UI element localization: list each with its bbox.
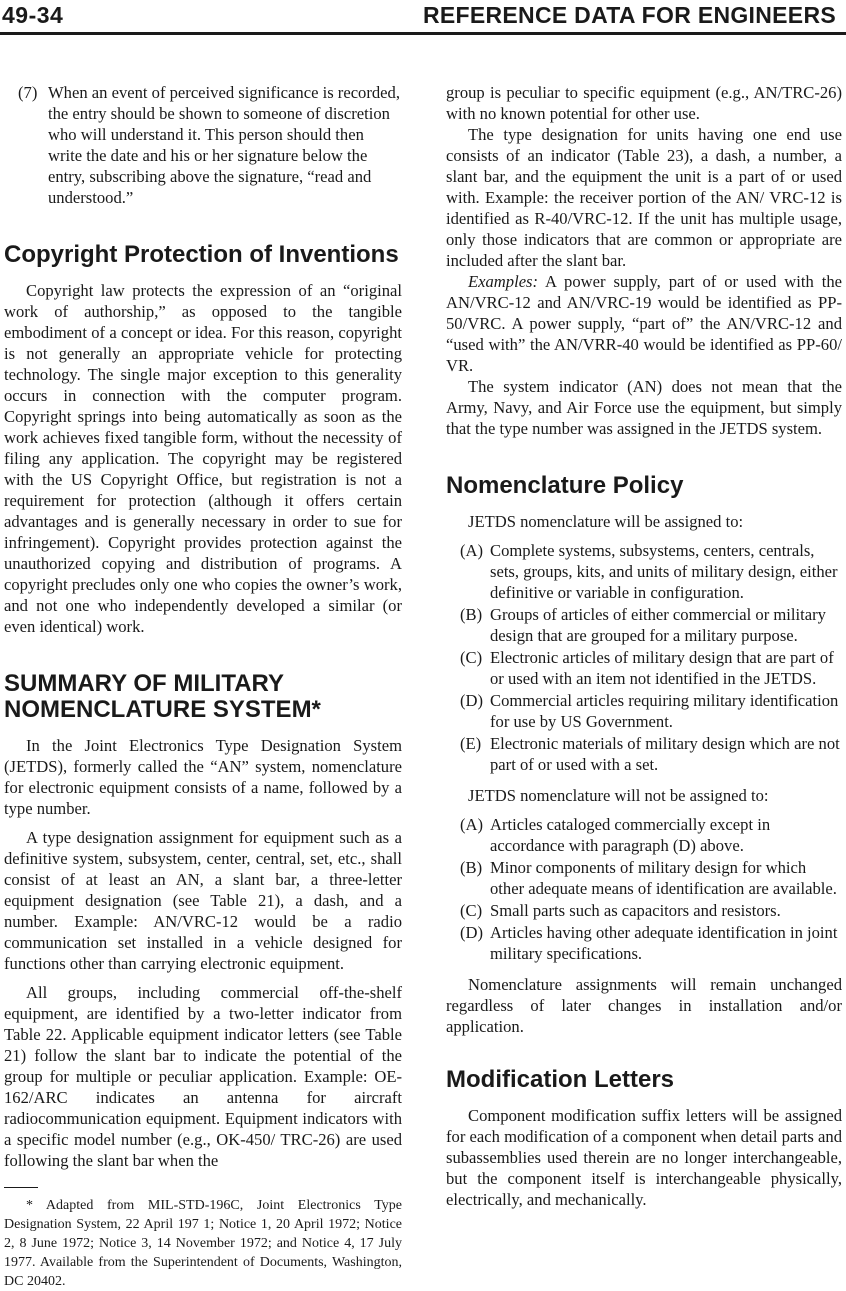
list-item-tag: (7) — [18, 83, 38, 102]
list-item — [460, 540, 842, 603]
list-item-text: Electronic articles of military design that are part of or used with an item not identified in the JETDS. — [490, 648, 834, 688]
system-indicator-paragraph: The system indicator (AN) does not mean that the Army, Navy, and Air Force use the equipment, but simply that the type number was assigned in the JETDS system. — [446, 377, 842, 438]
list-item-text: Articles cataloged commercially except in accordance with paragraph (D) above. — [490, 815, 771, 855]
examples-paragraph — [446, 271, 842, 376]
left-column — [4, 82, 402, 1291]
running-title: REFERENCE DATA FOR ENGINEERS — [422, 2, 836, 28]
list-item-text: Electronic materials of military design which are not part of or used with a set. — [490, 734, 840, 774]
list-item-text: Small parts such as capacitors and resistors. — [490, 901, 781, 920]
list-item-tag: (E) — [460, 734, 482, 753]
modification-paragraph: Component modification suffix letters will be assigned for each modification of a component when detail parts and subassemblies used therein are no longer interchangeable, but the component itself is interchangeable physically, electrically, and mechanically. — [446, 1106, 842, 1209]
list-item-tag: (A) — [460, 541, 484, 560]
list-item-tag: (B) — [460, 858, 483, 877]
nomenclature-heading: Nomenclature Policy — [446, 472, 684, 499]
list-item-text: Groups of articles of either commercial or military design that are grouped for a military purpose. — [490, 605, 826, 645]
list-item-text: Complete systems, subsystems, centers, centrals, sets, groups, kits, and units of military design, either definitive or variable in configuration. — [490, 541, 838, 602]
list-item-tag: (A) — [460, 815, 484, 834]
list-item — [460, 647, 842, 689]
continuation-paragraph: group is peculiar to specific equipment (e.g., AN/TRC-26) with no known potential for other use. — [446, 83, 842, 123]
list-item-tag: (D) — [460, 691, 484, 710]
list-item — [460, 900, 842, 921]
list-item — [460, 690, 842, 732]
list-item — [460, 857, 842, 899]
footnote-rule — [4, 1187, 38, 1188]
page-header — [0, 0, 846, 34]
footnote: * Adapted from MIL-STD-196C, Joint Electronics Type Designation System, 22 April 197 1; Notice 1, 20 April 1972; Notice 2, 8 June 1972; Notice 3, 14 November 1972; and Notice 4, 17 July 1977. Available from the Superintendent of Documents, Washington, DC 20402. — [4, 1198, 402, 1289]
copyright-heading: Copyright Protection of Inventions — [4, 241, 399, 268]
nomenclature-closing: Nomenclature assignments will remain unchanged regardless of later changes in installation and/or application. — [446, 975, 842, 1036]
list-item — [460, 814, 842, 856]
list-item-text: When an event of perceived significance is recorded, the entry should be shown to someone of discretion who will understand it. This person should then write the date and his or her signature below the entry, subscribing above the signature, “read and understood.” — [48, 83, 400, 207]
summary-paragraph-2: A type designation assignment for equipment such as a definitive system, subsystem, center, central, set, etc., shall consist of at least an AN, a slant bar, a three-letter equipment designation (see Table 21), a dash, and a number. Example: AN/VRC-12 would be a radio communication set installed in a vehicle designed for functions other than carrying electronic equipment. — [4, 828, 402, 973]
list-item-tag: (C) — [460, 901, 483, 920]
list-item-text: Articles having other adequate identification in joint military specifications. — [490, 923, 838, 963]
summary-paragraph-3: All groups, including commercial off-the-shelf equipment, are identified by a two-letter indicator from Table 22. Applicable equipment indicator letters (see Table 21) follow the slant bar to indicate the potential of the group for multiple or peculiar application. Example: OE-162/ARC indicates an antenna for aircraft radiocommunication equipment. Equipment indicators with a specific model number (e.g., OK-450/ TRC-26) are used following the slant bar when the — [4, 983, 402, 1170]
modification-heading: Modification Letters — [446, 1066, 675, 1093]
list-item-text: Minor components of military design for which other adequate means of identification are available. — [490, 858, 837, 898]
list-item — [460, 604, 842, 646]
assigned-list — [446, 540, 842, 775]
summary-paragraph-1: In the Joint Electronics Type Designation System (JETDS), formerly called the “AN” system, nomenclature for electronic equipment consists of a name, followed by a type number. — [4, 736, 402, 818]
list-item-7 — [18, 82, 402, 208]
list-item — [460, 922, 842, 964]
nomenclature-intro-not-assigned: JETDS nomenclature will not be assigned to: — [468, 786, 769, 805]
list-item-text: Commercial articles requiring military identification for use by US Government. — [490, 691, 839, 731]
not-assigned-list — [446, 814, 842, 964]
type-designation-paragraph: The type designation for units having one end use consists of an indicator (Table 23), a dash, a number, a slant bar, and the equipment the unit is a part of or used with. Example: the receiver portion of the AN/ VRC-12 is identified as R-40/VRC-12. If the unit has multiple usage, only those indicators that are common or appropriate are included after the slant bar. — [446, 125, 842, 270]
right-column — [446, 82, 842, 1210]
copyright-paragraph: Copyright law protects the expression of an “original work of authorship,” as opposed to the tangible embodiment of a concept or idea. For this reason, copyright is not generally an appropriate vehicle for protecting technology. The single major exception to this generality occurs in connection with the computer program. Copyright springs into being automatically as soon as the work achieves fixed tangible form, without the necessity of filing any application. The copyright may be registered with the US Copyright Office, but registration is not a requirement for protection (although it offers certain advantages and is generally necessary in order to sue for infringement). Copyright provides protection against the unauthorized copying and distribution of programs. A copyright precludes only one who copies the owner’s work, and not one who independently developed a similar (or even identical) work. — [4, 281, 402, 636]
summary-heading: SUMMARY OF MILITARY NOMENCLATURE SYSTEM* — [4, 670, 321, 723]
list-item — [460, 733, 842, 775]
list-item-tag: (C) — [460, 648, 483, 667]
examples-text: A power supply, part of or used with the AN/VRC-12 and AN/VRC-19 would be identified as PP-50/VRC. A power supply, “part of” the AN/VRC-12 and “used with” the AN/VRR-40 would be identified as PP-60/ VR. — [446, 272, 842, 375]
nomenclature-intro-assigned: JETDS nomenclature will be assigned to: — [468, 512, 744, 531]
examples-label: Examples: — [468, 272, 539, 291]
list-item-tag: (D) — [460, 923, 484, 942]
page-number: 49-34 — [2, 2, 64, 28]
list-item-tag: (B) — [460, 605, 483, 624]
header-rule — [0, 32, 846, 35]
